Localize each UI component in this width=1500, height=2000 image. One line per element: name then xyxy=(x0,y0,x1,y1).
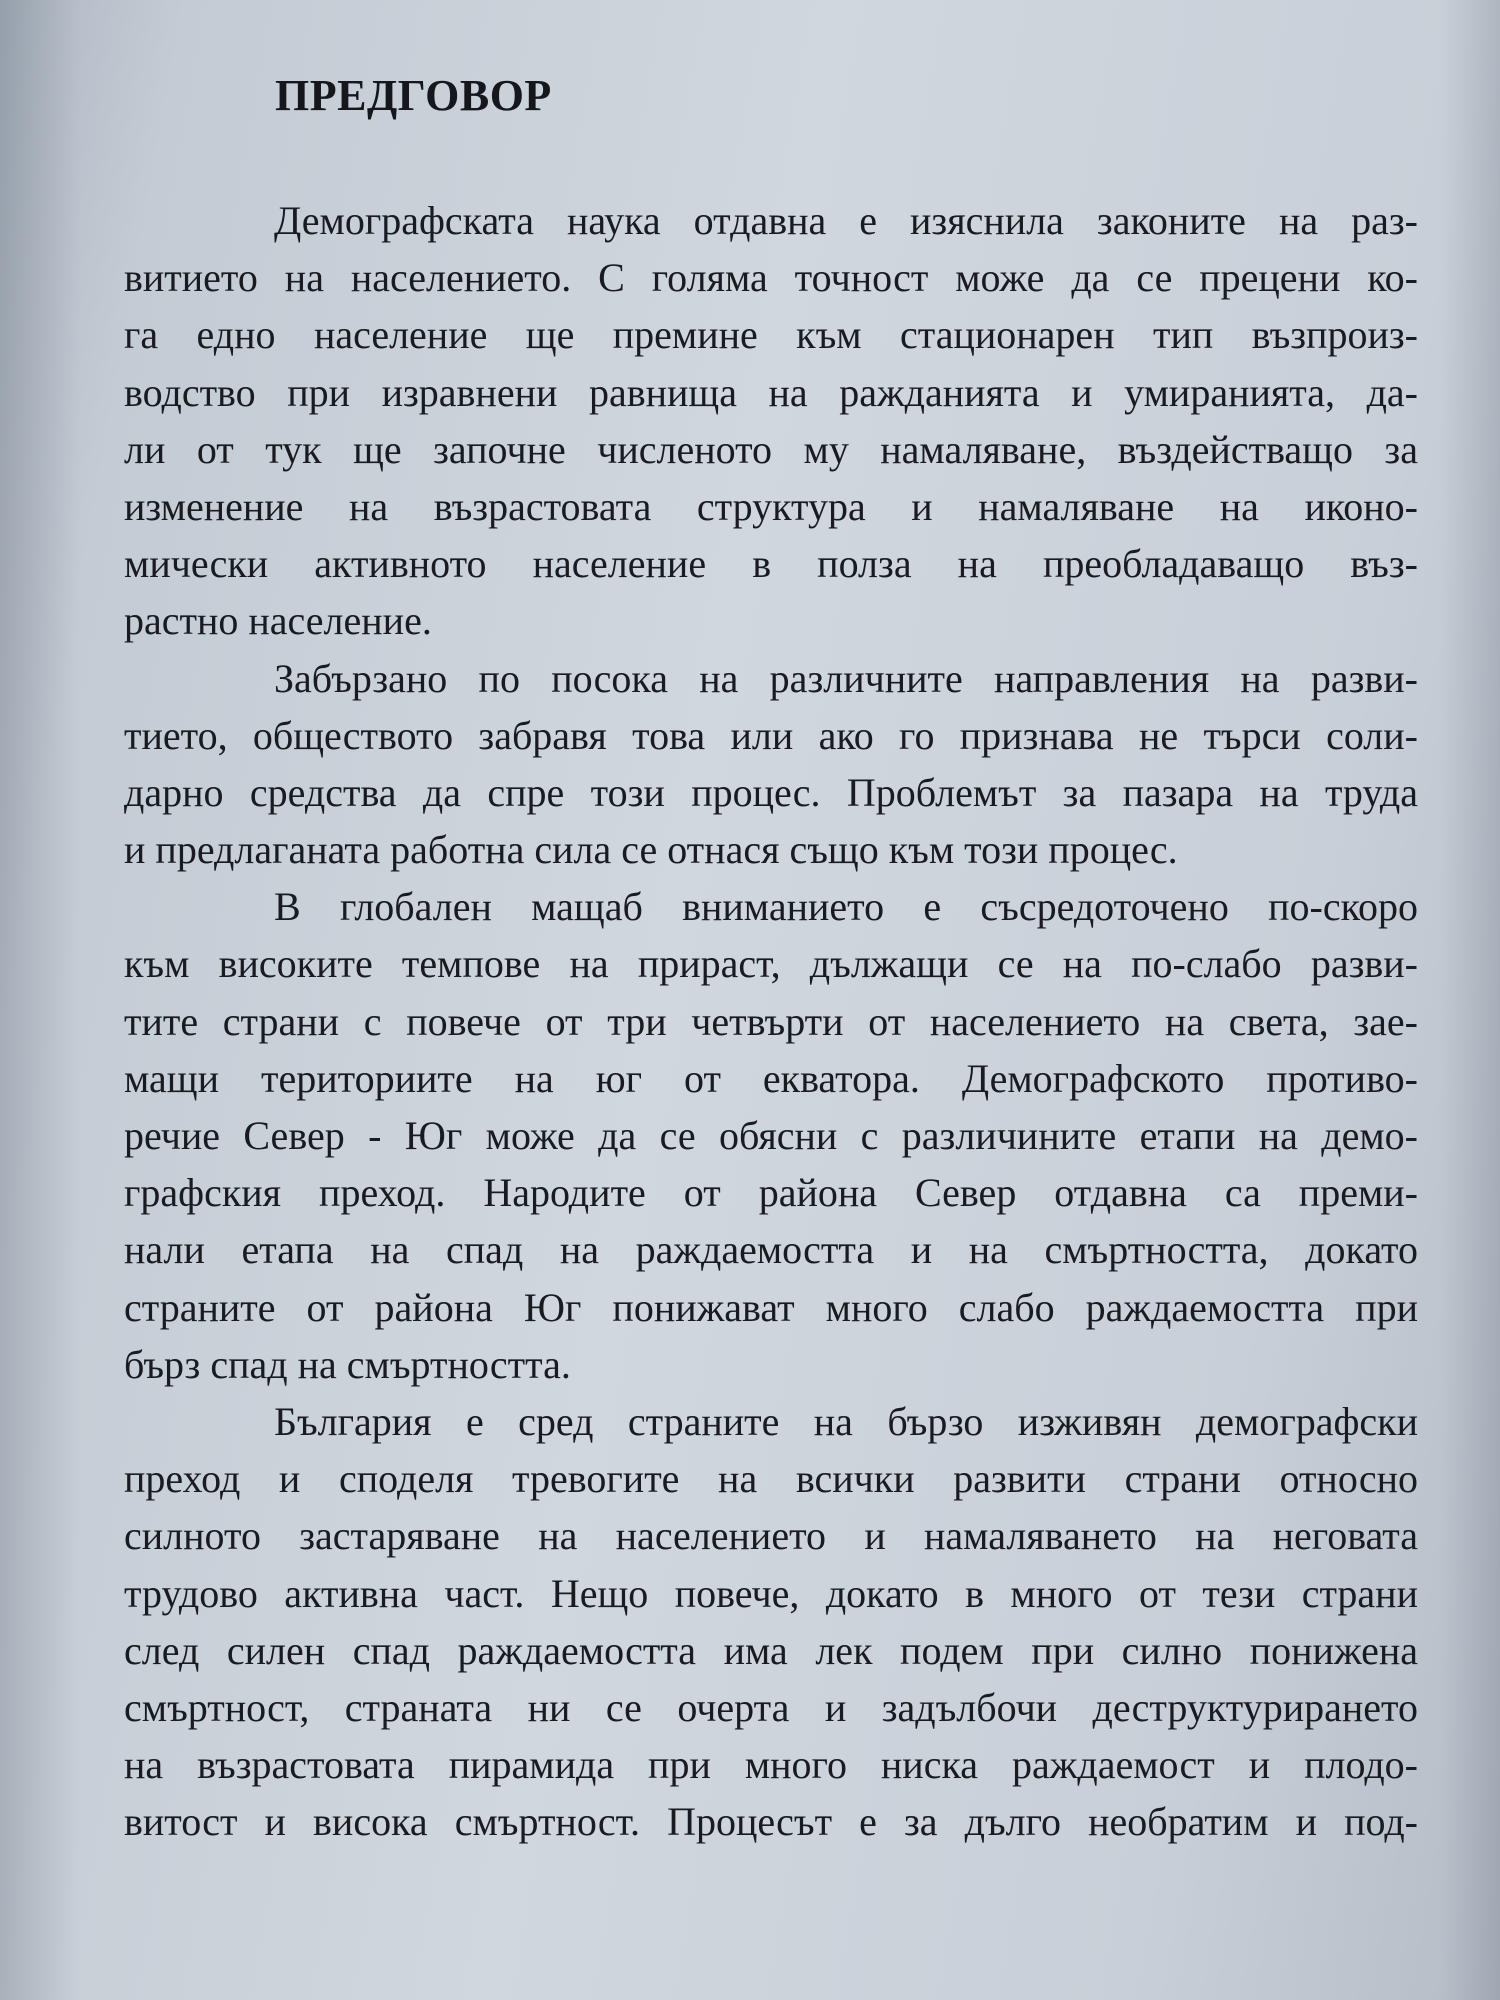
text-line: мащи териториите на юг от екватора. Демографското противо- xyxy=(124,1055,1418,1101)
text-line: след силен спад раждаемостта има лек подем при силно понижена xyxy=(124,1627,1418,1673)
text-line: В глобален мащаб вниманието е съсредоточено по-скоро xyxy=(274,884,1418,930)
text-line: преход и споделя тревогите на всички развити страни относно xyxy=(124,1456,1418,1502)
text-line: България е сред страните на бързо изживян демографски xyxy=(274,1398,1418,1444)
text-line: страните от района Юг понижават много слабо раждаемостта при xyxy=(124,1284,1418,1330)
page-curve-shadow-left xyxy=(0,0,80,2000)
text-line: графския преход. Народите от района Север отдавна са преми- xyxy=(124,1170,1418,1216)
text-line: Забързано по посока на различните направления на разви- xyxy=(274,655,1418,701)
text-line: трудово активна част. Нещо повече, докато в много от тези страни xyxy=(124,1570,1418,1616)
text-line: ли от тук ще започне численото му намаляване, въздействащо за xyxy=(124,426,1418,472)
body-text xyxy=(124,192,1418,1850)
text-line: Демографската наука отдавна е изяснила законите на раз- xyxy=(274,198,1418,243)
text-line: речие Север - Юг може да се обясни с различините етапи на демо- xyxy=(124,1113,1418,1158)
text-line: дарно средства да спре този процес. Проблемът за пазара на труда xyxy=(124,769,1418,815)
text-line: изменение на възрастовата структура и намаляване на иконо- xyxy=(124,483,1418,529)
text-line: растно население. xyxy=(124,598,432,644)
text-line: на възрастовата пирамида при много ниска раждаемост и плодо- xyxy=(124,1742,1418,1788)
text-line: силното застаряване на населението и намаляването на неговата xyxy=(124,1513,1418,1559)
page-curve-shadow-right xyxy=(1440,0,1500,2000)
text-line: тите страни с повече от три четвърти от населението на света, зае- xyxy=(124,998,1418,1044)
text-line: водство при изравнени равнища на ражданията и умиранията, да- xyxy=(124,369,1418,415)
text-line: към високите темпове на прираст, дължащи се на по-слабо разви- xyxy=(124,941,1418,987)
text-line: га едно население ще премине към стационарен тип възпроиз- xyxy=(124,312,1418,358)
text-line: витост и висока смъртност. Процесът е за дълго необратим и под- xyxy=(124,1799,1418,1845)
text-line: и предлаганата работна сила се отнася също към този процес. xyxy=(124,827,1178,873)
text-line: витието на населението. С голяма точност може да се прецени ко- xyxy=(124,255,1418,301)
text-line: мически активното население в полза на преобладаващо въз- xyxy=(124,541,1418,587)
page-title: ПРЕДГОВОР xyxy=(275,71,552,120)
text-line: смъртност, страната ни се очерта и задълбочи деструктурирането xyxy=(124,1684,1418,1730)
text-line: бърз спад на смъртността. xyxy=(124,1341,571,1387)
text-line: нали етапа на спад на раждаемостта и на смъртността, докато xyxy=(124,1227,1418,1273)
text-line: тието, обществото забравя това или ако го признава не търси соли- xyxy=(124,712,1418,758)
